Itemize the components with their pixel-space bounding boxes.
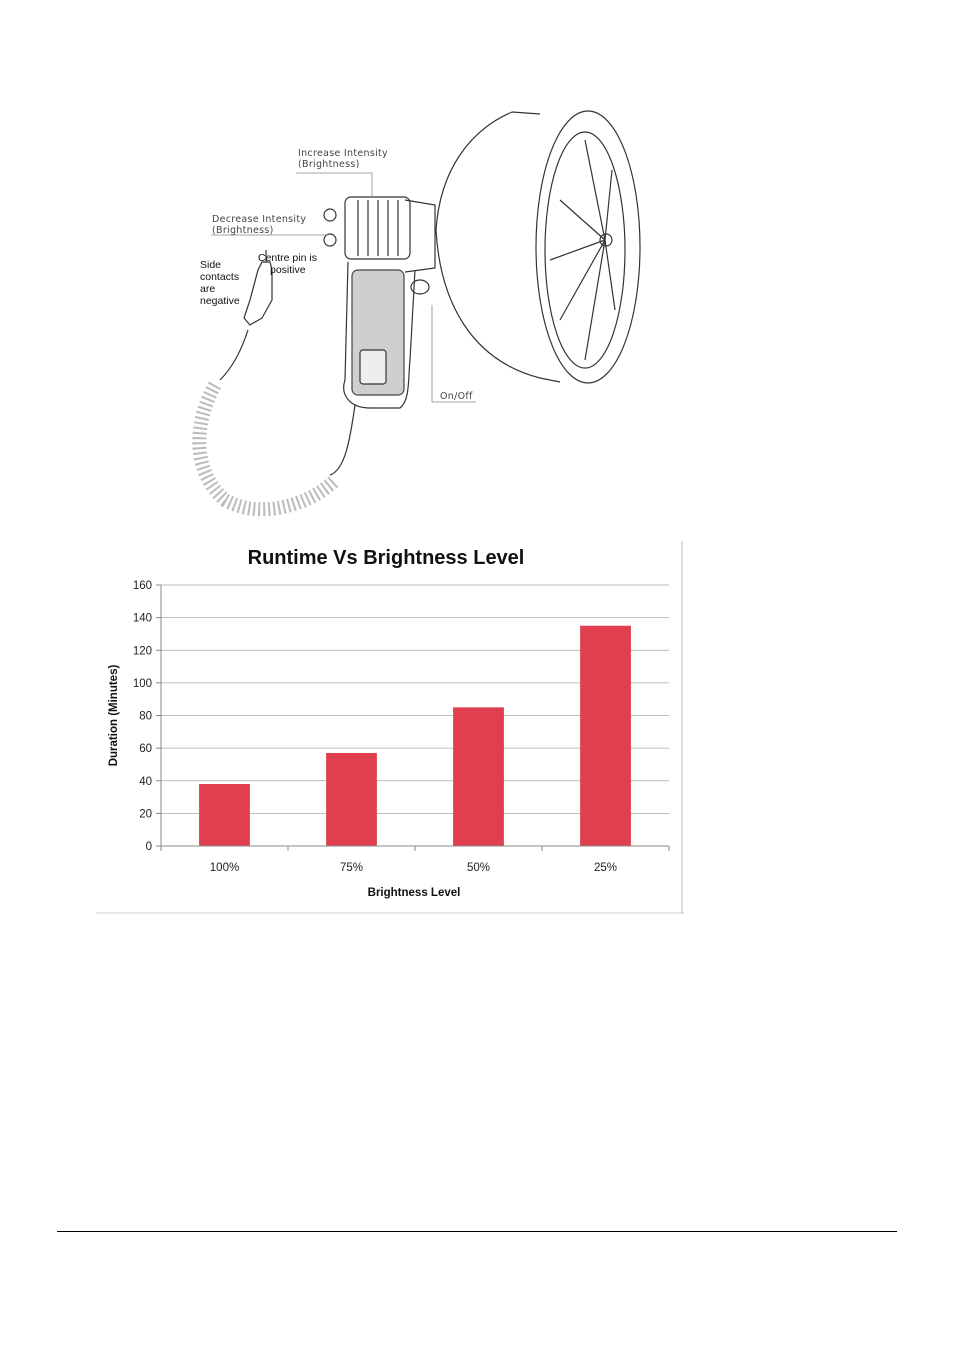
y-axis-ticks (133, 580, 161, 853)
decrease-intensity-label: Decrease Intensity (212, 214, 307, 225)
chart-bars (199, 626, 631, 846)
x-tick-label: 25% (593, 862, 618, 874)
bar (199, 784, 250, 846)
side-contacts-label-3: are (200, 283, 216, 295)
spotlight-illustration (0, 0, 954, 540)
bar (580, 626, 631, 846)
y-tick-label: 120 (132, 645, 152, 658)
y-tick-label: 80 (139, 710, 152, 723)
x-axis-label: Brightness Level (367, 887, 461, 899)
x-axis-ticks (161, 846, 669, 874)
y-tick-label: 0 (145, 841, 152, 853)
bar (453, 707, 504, 846)
y-tick-label: 60 (139, 743, 152, 756)
spotlight-drawing-icon (199, 111, 640, 509)
footer-rule (57, 1231, 897, 1232)
y-axis-label: Duration (Minutes) (108, 664, 120, 767)
side-contacts-label-4: negative (200, 295, 240, 307)
decrease-intensity-sublabel: (Brightness) (212, 225, 274, 236)
on-off-label: On/Off (440, 391, 473, 402)
y-tick-label: 160 (132, 580, 152, 592)
y-tick-label: 20 (139, 808, 152, 821)
x-tick-label: 75% (339, 862, 364, 874)
y-tick-label: 100 (132, 677, 152, 690)
bar (326, 753, 377, 846)
runtime-chart (96, 541, 684, 914)
y-tick-label: 140 (132, 612, 152, 625)
side-contacts-label-2: contacts (200, 271, 240, 283)
x-tick-label: 50% (466, 862, 491, 874)
y-tick-label: 40 (139, 775, 152, 788)
increase-intensity-label: Increase Intensity (298, 148, 388, 159)
x-tick-label: 100% (209, 862, 240, 874)
side-contacts-label-1: Side (200, 259, 222, 271)
centre-pin-label-2: positive (270, 264, 306, 276)
chart-title: Runtime Vs Brightness Level (247, 547, 525, 569)
centre-pin-label-1: Centre pin is (258, 252, 317, 264)
increase-intensity-sublabel: (Brightness) (298, 159, 360, 170)
